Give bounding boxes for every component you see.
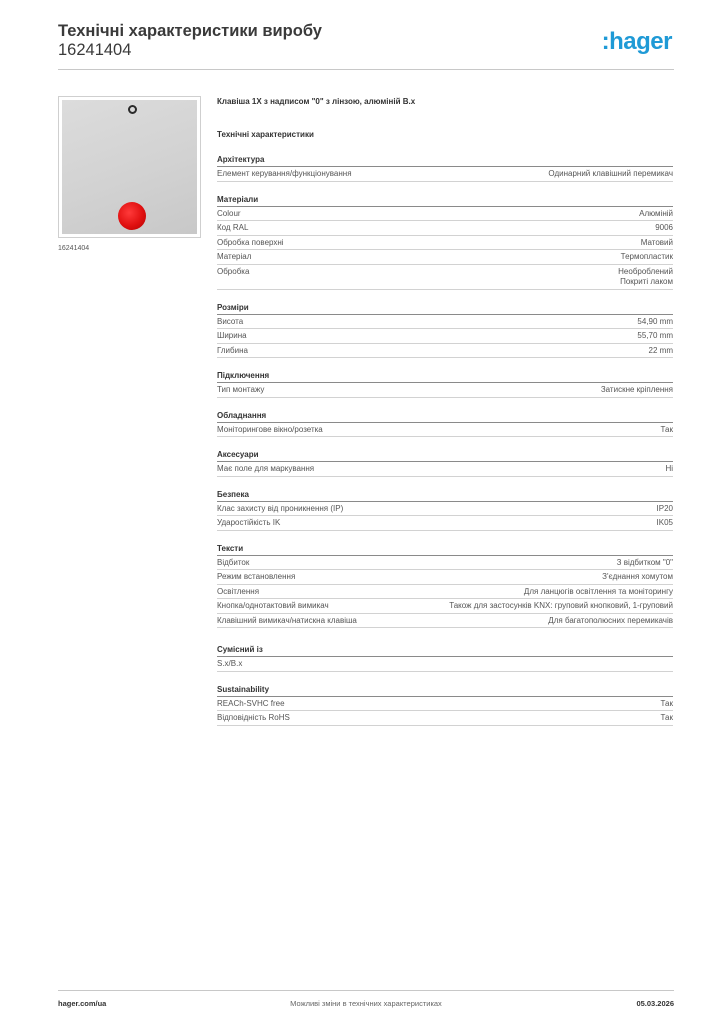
spec-value-line: Так [660, 713, 673, 722]
spec-value-line: 54,90 mm [637, 316, 673, 326]
spec-section [217, 410, 673, 438]
spec-value [637, 317, 673, 328]
spec-value-line: 55,70 mm [637, 331, 673, 340]
spec-label: Обробка [217, 266, 250, 276]
spec-section [217, 543, 673, 629]
spec-value-line: Алюміній [639, 208, 673, 218]
spec-label: Відбиток [217, 557, 250, 567]
spec-value-line: Матовий [640, 237, 673, 247]
spec-row [217, 599, 673, 614]
section-title: Сумісний із [217, 644, 673, 657]
spec-value [657, 504, 673, 515]
spec-label: Має поле для маркування [217, 464, 315, 473]
spec-label: Моніторингове вікно/розетка [217, 424, 323, 434]
rocker-plate [62, 100, 197, 234]
spec-value [618, 267, 673, 288]
product-name: Клавіша 1X з надписом "0" з лінзою, алюміній B.x [217, 97, 416, 106]
spec-value [548, 616, 673, 627]
spec-row [217, 329, 673, 344]
spec-value-line: Затискне кріплення [600, 385, 673, 394]
spec-value [655, 223, 673, 234]
footer-date: 05.03.2026 [636, 999, 674, 1008]
section-title: Обладнання [217, 410, 673, 423]
spec-label: Освітлення [217, 586, 260, 596]
spec-value-line: Термопластик [620, 252, 673, 261]
page-header [58, 22, 674, 70]
spec-label: Кнопка/однотактовий вимикач [217, 601, 329, 610]
spec-value [661, 713, 673, 724]
spec-row [217, 614, 673, 629]
spec-value-line: Так [660, 698, 673, 708]
spec-section [217, 194, 673, 290]
spec-row [217, 250, 673, 265]
spec-row [217, 315, 673, 330]
product-number: 16241404 [58, 41, 132, 59]
spec-section [217, 449, 673, 477]
section-title: Аксесуари [217, 449, 673, 462]
spec-row [217, 570, 673, 585]
spec-section [217, 370, 673, 398]
spec-value-line: З'єднання хомутом [602, 572, 673, 581]
spec-value [657, 518, 673, 529]
spec-row [217, 462, 673, 477]
product-image [58, 96, 201, 238]
spec-value-line: Також для застосунків KNX: груповий кнопковий, 1-груповий [449, 601, 673, 610]
spec-value [641, 238, 673, 249]
spec-row [217, 657, 673, 672]
zero-imprint-icon [128, 105, 137, 114]
spec-value [602, 572, 673, 583]
spec-value [524, 587, 673, 598]
spec-label: Матеріал [217, 252, 252, 261]
section-title: Архітектура [217, 154, 673, 167]
spec-label: Висота [217, 316, 244, 326]
red-lens-icon [118, 202, 146, 230]
section-title: Sustainability [217, 684, 673, 697]
spec-section [217, 302, 673, 359]
footer-note: Можливі зміни в технічних характеристиках [290, 999, 442, 1008]
spec-value [637, 331, 673, 342]
page-title: Технічні характеристики виробу [58, 22, 322, 40]
spec-value [548, 169, 673, 180]
spec-row [217, 221, 673, 236]
spec-value-line: 9006 [655, 223, 673, 232]
spec-row [217, 556, 673, 571]
spec-row [217, 167, 673, 182]
spec-value-line: Ні [665, 464, 673, 473]
spec-row [217, 423, 673, 438]
spec-label: Відповідність RoHS [217, 713, 290, 722]
spec-value-line: Для ланцюгів освітлення та моніторингу [523, 586, 673, 596]
spec-row [217, 502, 673, 517]
page-footer [58, 990, 674, 1014]
spec-value [601, 385, 673, 396]
spec-value [649, 346, 673, 357]
spec-value-line: Для багатополюсних перемикачів [548, 615, 673, 625]
spec-value [449, 601, 673, 612]
spec-row [217, 344, 673, 359]
spec-row [217, 697, 673, 712]
spec-value [665, 464, 673, 475]
hager-logo[interactable]: :hager [601, 28, 672, 55]
spec-panel [217, 96, 673, 738]
spec-label: Глибина [217, 345, 248, 355]
spec-label: Обробка поверхні [217, 237, 284, 247]
spec-row [217, 236, 673, 251]
spec-value-line: IK05 [656, 518, 673, 527]
section-title: Безпека [217, 489, 673, 502]
spec-row [217, 516, 673, 531]
section-title: Підключення [217, 370, 673, 383]
spec-value-line: Так [660, 424, 673, 434]
spec-sections [217, 154, 673, 726]
spec-value [661, 425, 673, 436]
spec-label: Клас захисту від проникнення (IP) [217, 503, 344, 513]
spec-row [217, 383, 673, 398]
spec-section [217, 489, 673, 531]
spec-value [661, 699, 673, 710]
spec-label: Ширина [217, 331, 247, 340]
spec-value-line: Необроблений [618, 266, 673, 276]
spec-row [217, 207, 673, 222]
spec-value-line: Одинарний клавішний перемикач [548, 169, 673, 178]
spec-section [217, 154, 673, 182]
section-title: Розміри [217, 302, 673, 315]
spec-value [621, 252, 673, 263]
spec-label: Клавішний вимикач/натискна клавіша [217, 615, 357, 625]
spec-value [639, 209, 673, 220]
spec-row [217, 265, 673, 290]
image-caption: 16241404 [58, 245, 90, 252]
spec-label: S.x/B.x [217, 659, 243, 668]
spec-section [217, 644, 673, 672]
spec-row [217, 585, 673, 600]
spec-section [217, 684, 673, 726]
spec-value-line: Покриті лаком [620, 277, 673, 286]
section-title: Тексти [217, 543, 673, 556]
spec-value-line: З відбитком "0" [616, 557, 673, 567]
spec-label: Режим встановлення [217, 572, 296, 581]
spec-label: REACh-SVHC free [217, 698, 285, 708]
section-title: Матеріали [217, 194, 673, 207]
spec-label: Colour [217, 208, 241, 218]
spec-heading: Технічні характеристики [217, 130, 314, 139]
spec-value [617, 558, 673, 569]
spec-row [217, 711, 673, 726]
spec-label: Елемент керування/функціонування [217, 169, 352, 178]
spec-value-line: IP20 [656, 503, 673, 513]
spec-label: Тип монтажу [217, 385, 265, 394]
spec-label: Код RAL [217, 223, 249, 232]
spec-value-line: 22 mm [648, 345, 673, 355]
spec-label: Ударостійкість IK [217, 518, 281, 527]
footer-link[interactable]: hager.com/ua [58, 999, 107, 1008]
